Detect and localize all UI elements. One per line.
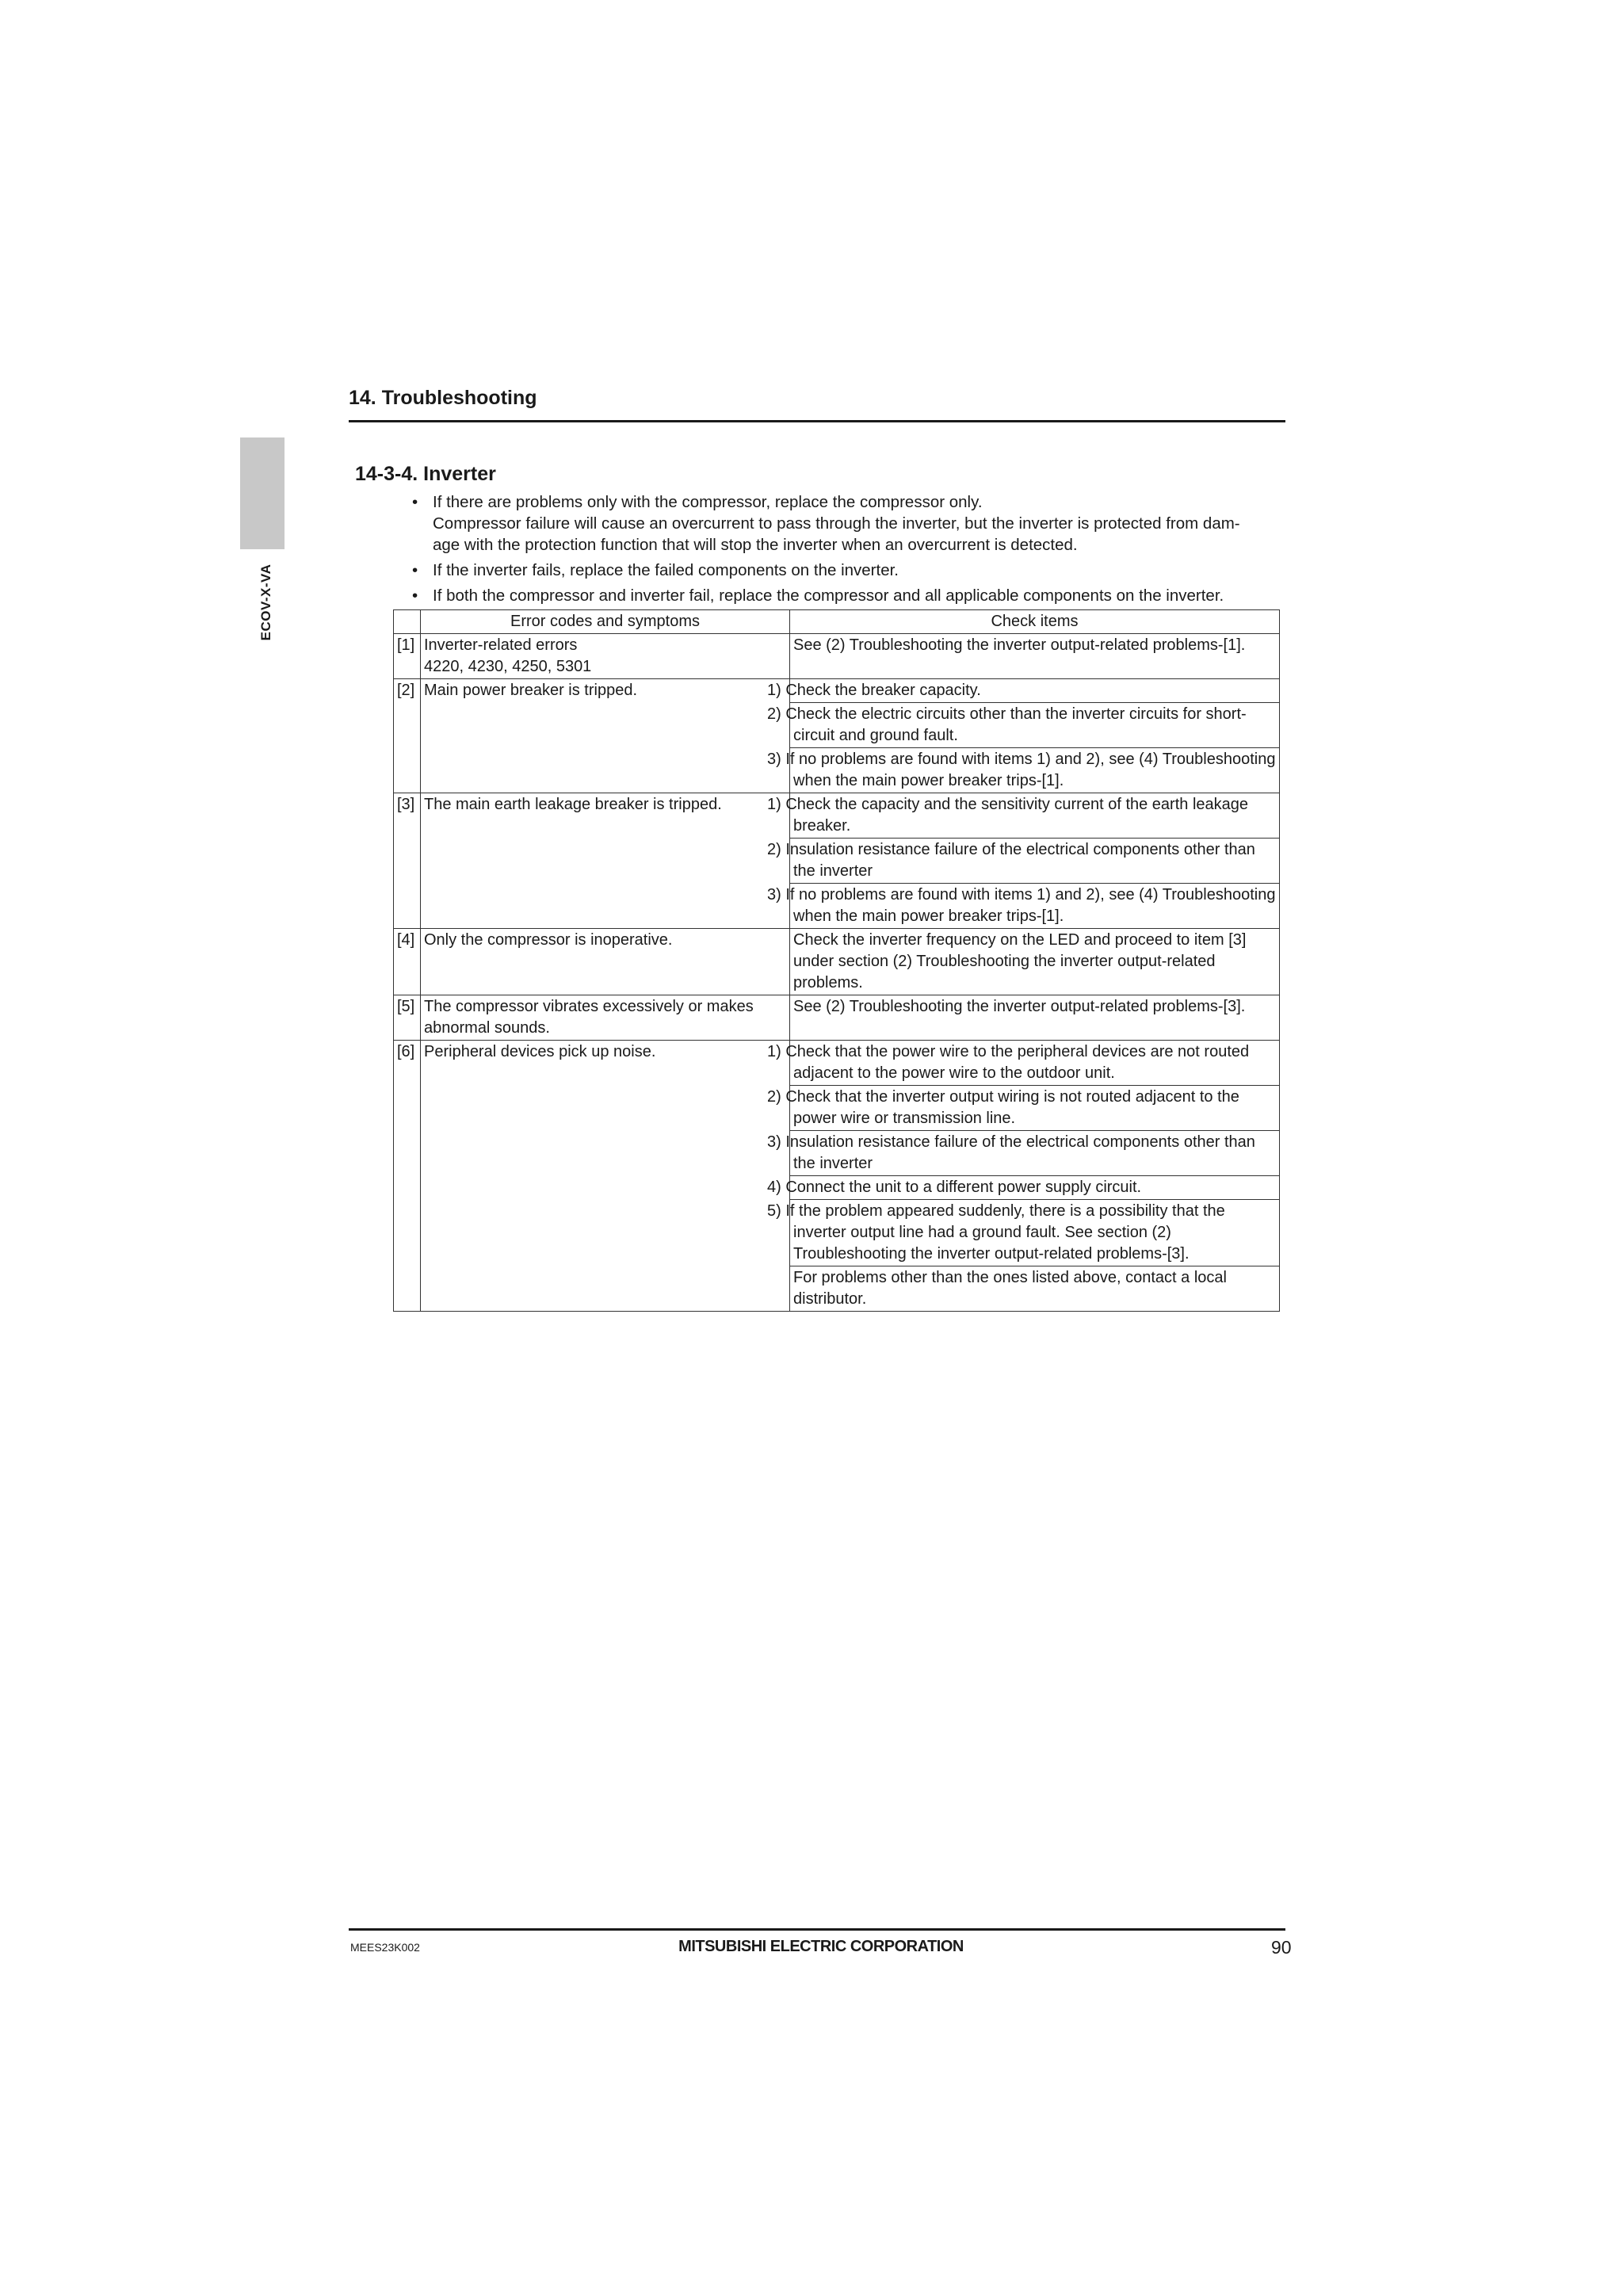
bullet-dot: • [412, 586, 418, 605]
check-item: For problems other than the ones listed above, contact a local distributor. [790, 1266, 1280, 1312]
bullet-both-fail: If both the compressor and inverter fail, replace the compressor and all applicable components on the inverter. [433, 586, 1224, 605]
row-number: [3] [394, 793, 421, 929]
check-item: 3) If no problems are found with items 1) and 2), see (4) Troubleshooting when the main power breaker trips-[1]. [790, 748, 1280, 793]
check-item: See (2) Troubleshooting the inverter output-related problems-[1]. [790, 634, 1280, 679]
header-cell-symptoms: Error codes and symptoms [421, 610, 790, 634]
check-item: 1) Check that the power wire to the peripheral devices are not routed adjacent to the power wire to the outdoor unit. [790, 1041, 1280, 1086]
check-item: 5) If the problem appeared suddenly, there is a possibility that the inverter output line had a ground fault. See section (2) Troubleshooting the inverter output-related problems-[3]. [790, 1200, 1280, 1266]
check-item: 2) Check that the inverter output wiring is not routed adjacent to the power wire or transmission line. [790, 1086, 1280, 1131]
row-symptom: Main power breaker is tripped. [421, 679, 790, 793]
table-header-row [394, 610, 1280, 634]
bullet-dot: • [412, 493, 418, 511]
check-item: Check the inverter frequency on the LED and proceed to item [3] under section (2) Troubleshooting the inverter output-related problems. [790, 929, 1280, 995]
row-symptom: The compressor vibrates excessively or makes abnormal sounds. [421, 995, 790, 1041]
table-row [394, 679, 1280, 703]
header-cell-blank [394, 610, 421, 634]
table-row [394, 793, 1280, 839]
bullet-inverter-fails: If the inverter fails, replace the failed components on the inverter. [433, 561, 899, 579]
bullet-item [412, 585, 1288, 606]
bullet-dot: • [412, 561, 418, 579]
bullet-item [412, 491, 1288, 556]
header-cell-checks: Check items [790, 610, 1280, 634]
row-symptom: Inverter-related errors 4220, 4230, 4250, 5301 [421, 634, 790, 679]
footer-doc-code: MEES23K002 [350, 1941, 420, 1954]
check-item: 2) Check the electric circuits other than the inverter circuits for short-circuit and ground fault. [790, 703, 1280, 748]
section-title: 14-3-4. Inverter [355, 463, 496, 485]
header-rule [349, 420, 1285, 422]
side-tab-marker [240, 437, 285, 549]
footer-company-name: MITSUBISHI ELECTRIC CORPORATION [678, 1938, 964, 1955]
row-number: [1] [394, 634, 421, 679]
table-row [394, 995, 1280, 1041]
troubleshooting-table [393, 609, 1280, 1312]
bullet-item [412, 560, 1288, 581]
bullet-list [412, 491, 1288, 610]
check-item: 3) If no problems are found with items 1) and 2), see (4) Troubleshooting when the main power breaker trips-[1]. [790, 884, 1280, 929]
check-item: 1) Check the breaker capacity. [790, 679, 1280, 703]
table-row [394, 929, 1280, 995]
row-number: [6] [394, 1041, 421, 1312]
row-symptom: Peripheral devices pick up noise. [421, 1041, 790, 1312]
row-number: [4] [394, 929, 421, 995]
check-item: 4) Connect the unit to a different power supply circuit. [790, 1176, 1280, 1200]
table-row [394, 634, 1280, 679]
row-number: [5] [394, 995, 421, 1041]
footer-rule [349, 1928, 1285, 1931]
page-header-title: 14. Troubleshooting [349, 387, 537, 409]
row-symptom: Only the compressor is inoperative. [421, 929, 790, 995]
side-model-label: ECOV-X-VA [258, 563, 273, 641]
check-item: 2) Insulation resistance failure of the electrical components other than the inverter [790, 839, 1280, 884]
table-row [394, 1041, 1280, 1086]
row-symptom: The main earth leakage breaker is tripped. [421, 793, 790, 929]
footer-page-number: 90 [1271, 1937, 1292, 1958]
check-item: 1) Check the capacity and the sensitivity current of the earth leakage breaker. [790, 793, 1280, 839]
row-number: [2] [394, 679, 421, 793]
check-item: See (2) Troubleshooting the inverter output-related problems-[3]. [790, 995, 1280, 1041]
check-item: 3) Insulation resistance failure of the electrical components other than the inverter [790, 1131, 1280, 1176]
bullet-compressor-only: If there are problems only with the compressor, replace the compressor only. Compressor failure will cause an overcurrent to pass through the inverter, but the inverter is protected from dam- age with the protection function that will stop the inverter when an overcurrent is detected. [433, 493, 1240, 554]
